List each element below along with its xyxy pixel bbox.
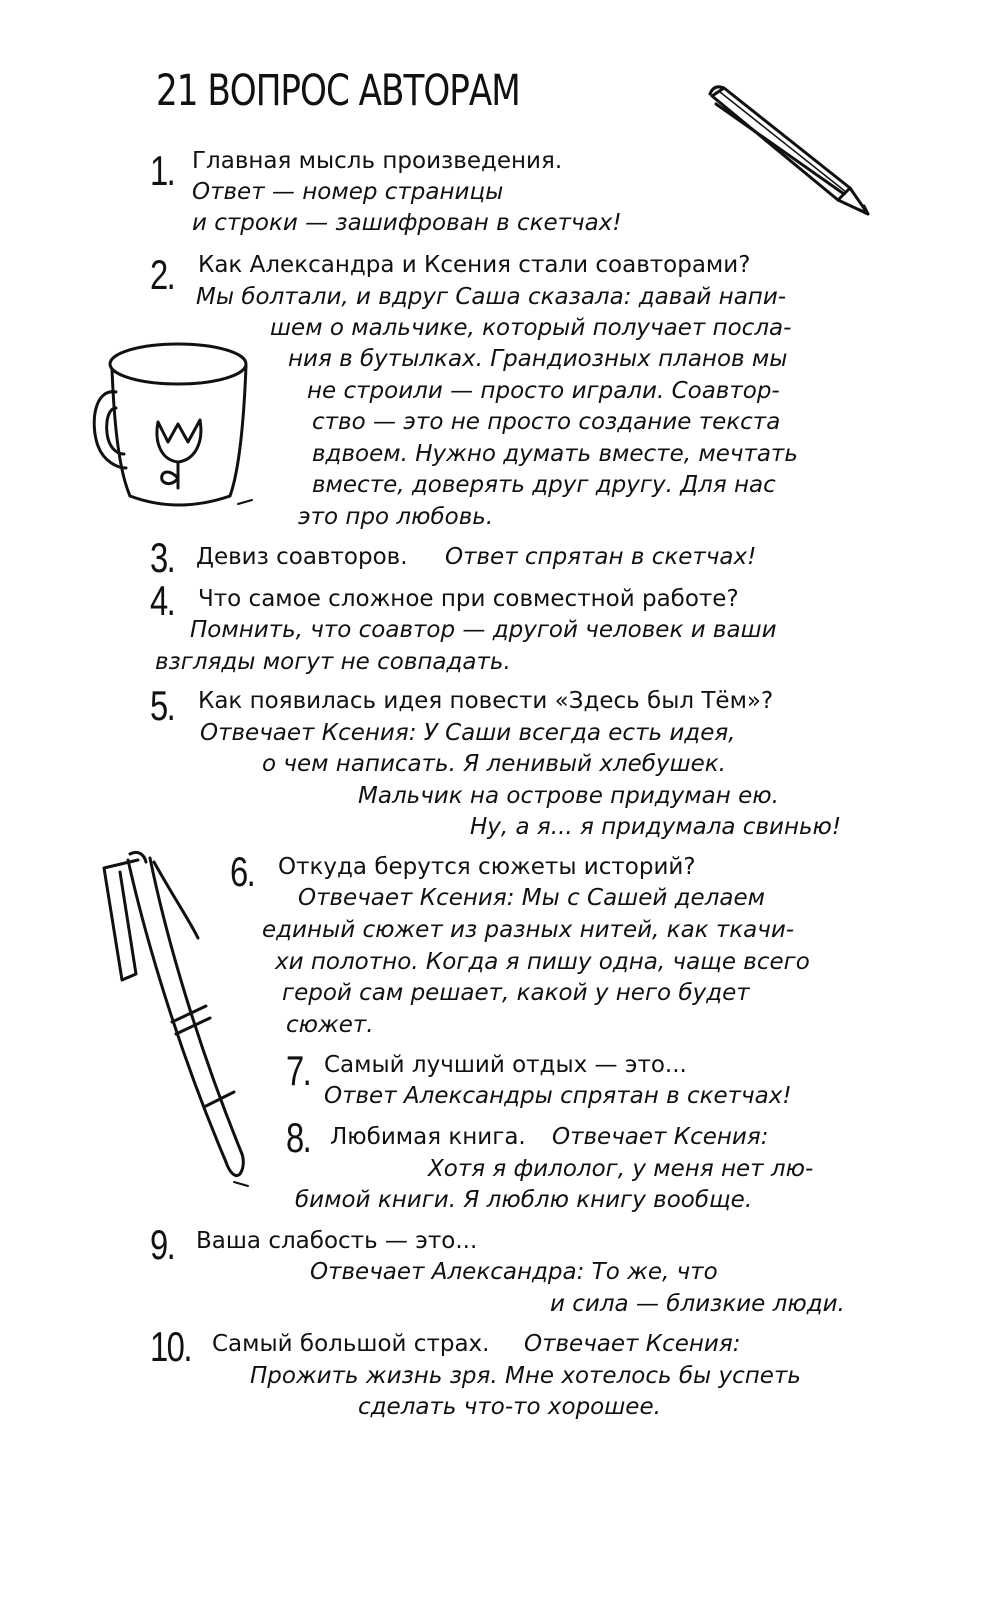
answer-text: сделать что-то хорошее.: [358, 1394, 661, 1420]
answer-text: вместе, доверять друг другу. Для нас: [312, 472, 776, 498]
item-number: 3.: [150, 534, 175, 581]
answer-text: Ответ спрятан в скетчах!: [445, 544, 757, 570]
answer-text: взгляды могут не совпадать.: [155, 649, 511, 675]
question-text: Что самое сложное при совместной работе?: [198, 586, 739, 612]
page-title: 21 ВОПРОС АВТОРАМ: [156, 66, 520, 116]
answer-text: Мы болтали, и вдруг Саша сказала: давай напи-: [196, 284, 787, 310]
question-text: Самый большой страх.: [212, 1331, 490, 1357]
answer-text: ство — это не просто создание текста: [312, 409, 781, 435]
answer-text: Отвечает Александра: То же, что: [310, 1259, 718, 1285]
question-text: Как появилась идея повести «Здесь был Тём»?: [198, 688, 774, 714]
mug-icon: [88, 328, 268, 528]
answer-text: ния в бутылках. Грандиозных планов мы: [288, 346, 788, 372]
question-text: Ваша слабость — это...: [196, 1228, 478, 1254]
answer-text: герой сам решает, какой у него будет: [282, 980, 750, 1006]
answer-text: Ну, а я... я придумала свинью!: [470, 814, 842, 840]
item-number: 6.: [230, 848, 255, 895]
item-number: 8.: [286, 1114, 311, 1161]
answer-text: и строки — зашифрован в скетчах!: [192, 210, 622, 236]
item-number: 10.: [150, 1323, 191, 1370]
item-number: 9.: [150, 1221, 175, 1268]
question-text: Самый лучший отдых — это...: [324, 1052, 687, 1078]
answer-text: хи полотно. Когда я пишу одна, чаще всего: [275, 949, 810, 975]
answer-text: не строили — просто играли. Соавтор-: [307, 378, 780, 404]
question-text: Любимая книга.: [330, 1124, 526, 1150]
answer-text: Ответ — номер страницы: [192, 179, 504, 205]
answer-text: Помнить, что соавтор — другой человек и ваши: [190, 617, 777, 643]
answer-text: Отвечает Ксения:: [552, 1124, 769, 1150]
question-text: Главная мысль произведения.: [192, 148, 563, 174]
item-number: 7.: [286, 1047, 311, 1094]
answer-text: бимой книги. Я люблю книгу вообще.: [295, 1187, 753, 1213]
question-text: Откуда берутся сюжеты историй?: [278, 854, 696, 880]
answer-text: вдвоем. Нужно думать вместе, мечтать: [312, 441, 798, 467]
answer-text: единый сюжет из разных нитей, как ткачи-: [262, 917, 795, 943]
answer-text: и сила — близкие люди.: [550, 1291, 845, 1317]
answer-text: Хотя я филолог, у меня нет лю-: [428, 1156, 814, 1182]
answer-text: о чем написать. Я ленивый хлебушек.: [262, 751, 726, 777]
question-text: Как Александра и Ксения стали соавторами?: [198, 252, 751, 278]
answer-text: Прожить жизнь зря. Мне хотелось бы успеть: [250, 1363, 801, 1389]
answer-text: Отвечает Ксения:: [524, 1331, 741, 1357]
answer-text: Отвечает Ксения: У Саши всегда есть идея,: [200, 720, 736, 746]
item-number: 4.: [150, 577, 175, 624]
item-number: 5.: [150, 682, 175, 729]
answer-text: Мальчик на острове придуман ею.: [358, 783, 779, 809]
answer-text: шем о мальчике, который получает посла-: [270, 315, 792, 341]
answer-text: Ответ Александры спрятан в скетчах!: [324, 1083, 792, 1109]
pencil-icon: [700, 82, 880, 232]
question-text: Девиз соавторов.: [196, 544, 408, 570]
pen-icon: [90, 848, 260, 1188]
answer-text: это про любовь.: [298, 504, 494, 530]
item-number: 1.: [150, 147, 175, 194]
answer-text: сюжет.: [286, 1012, 374, 1038]
answer-text: Отвечает Ксения: Мы с Сашей делаем: [298, 885, 765, 911]
item-number: 2.: [150, 251, 175, 298]
